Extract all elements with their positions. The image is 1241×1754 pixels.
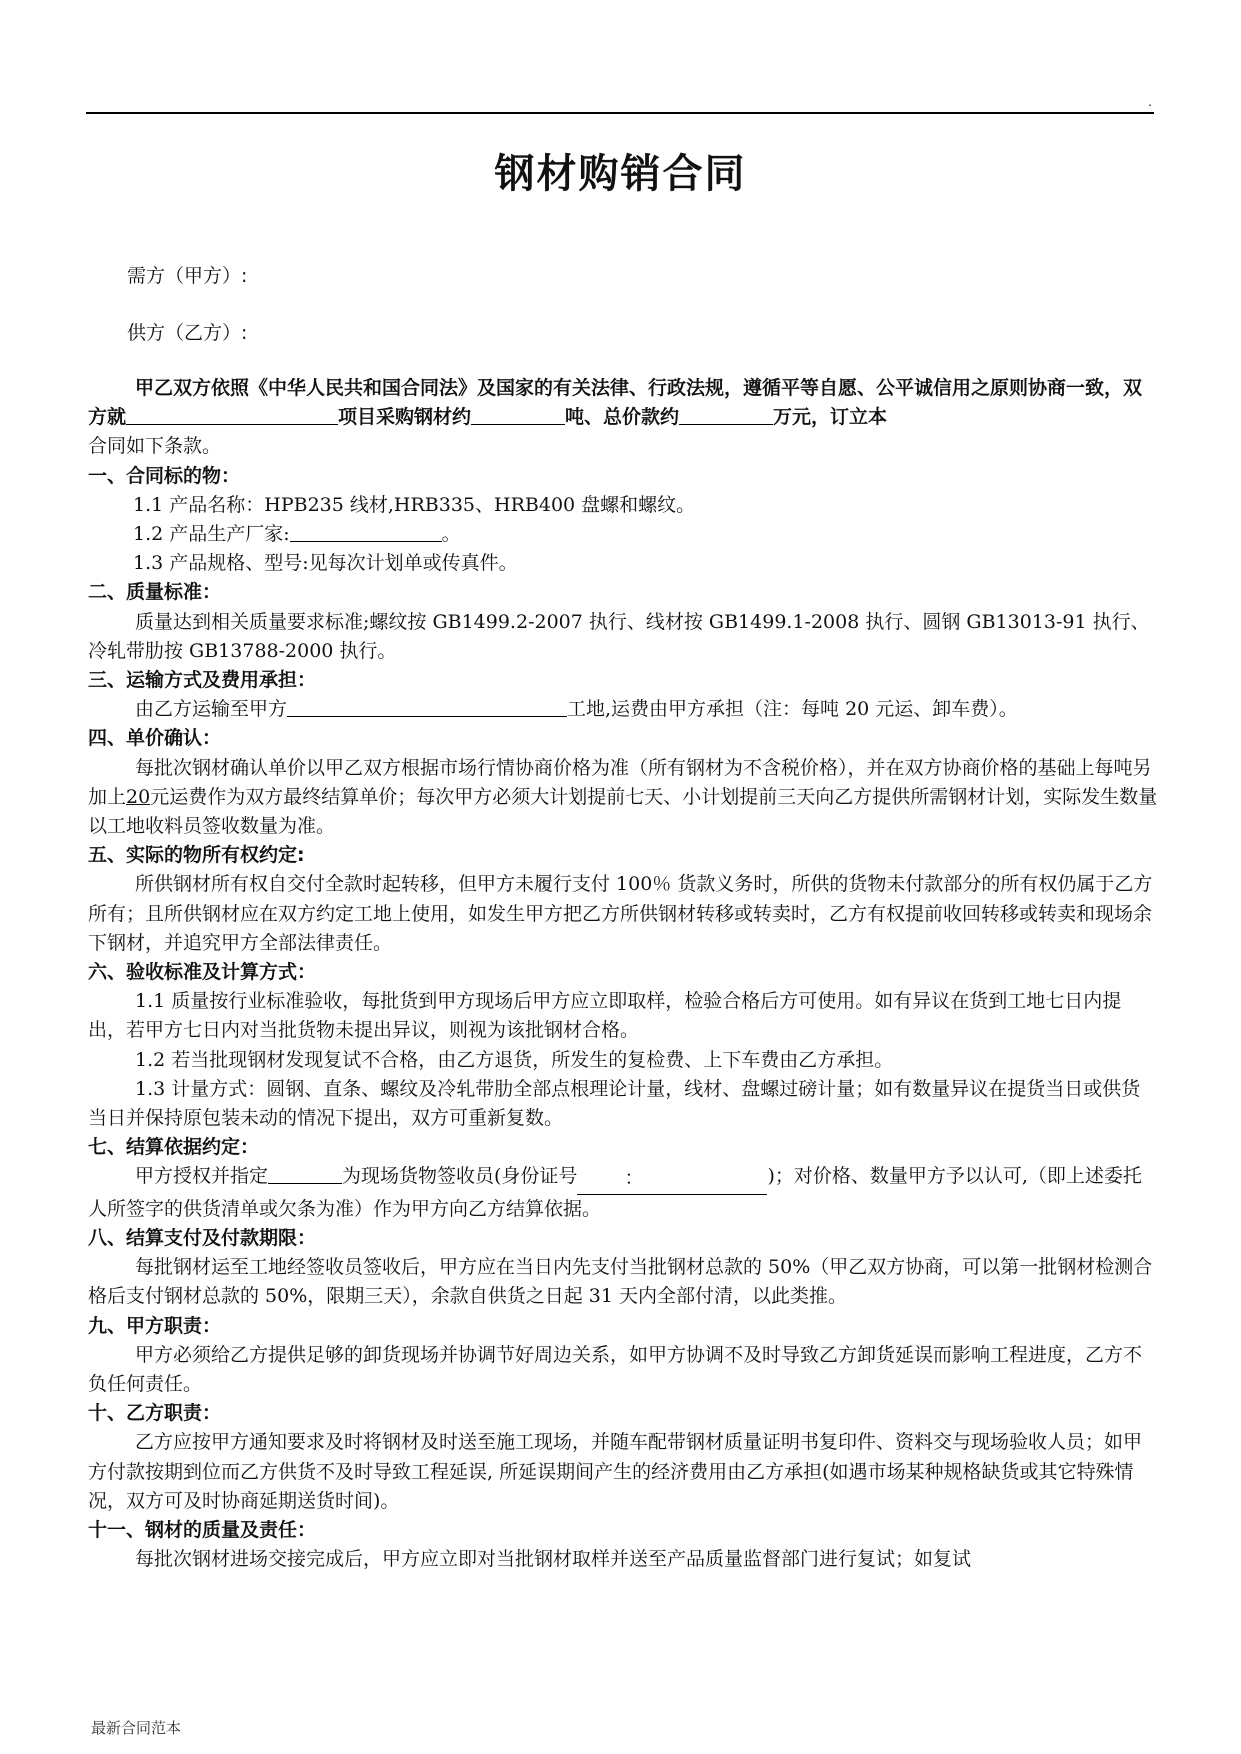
seller-label: 供方（乙方）: bbox=[127, 322, 248, 344]
section-2-heading: 二、质量标准： bbox=[88, 581, 222, 604]
id-number-blank bbox=[577, 1164, 767, 1194]
price-text-a: 每批次钢材确认单价以甲乙双方根据市场行情协商价格为准（所有钢材为不含税价格），并在双方协商价格的基础上每吨另加上 bbox=[88, 756, 1152, 808]
section-3-heading: 三、运输方式及费用承担： bbox=[88, 669, 317, 692]
signer-text-d: )；对价格、数量甲方予以认可,（即上述委托人所签字的供货清单或欠条为准）作为甲方向乙方结算依据。 bbox=[88, 1165, 1142, 1220]
section-11-heading: 十一、钢材的质量及责任： bbox=[88, 1518, 317, 1541]
section-1-item-2 bbox=[88, 520, 1158, 549]
section-1-item-1: 1.1 产品名称：HPB235 线材,HRB335、HRB400 盘螺和螺纹。 bbox=[133, 493, 696, 516]
tonnage-blank bbox=[471, 404, 565, 425]
intro-text-a: 甲乙双方依照《中华人民共和国合同法》及国家的有关法律、行政法规，遵循平等自愿、公平诚信用之原则协商一致，双方就 bbox=[88, 377, 1143, 429]
section-1-item-3: 1.3 产品规格、型号:见每次计划单或传真件。 bbox=[133, 552, 518, 575]
section-11-text: 每批次钢材进场交接完成后，甲方应立即对当批钢材取样并送至产品质量监督部门进行复试；如复试 bbox=[135, 1548, 972, 1571]
intro-text-d: 万元，订立本 bbox=[773, 406, 888, 429]
section-5-heading: 五、实际的物所有权约定: bbox=[88, 844, 305, 867]
buyer-label: 需方（甲方）: bbox=[127, 265, 248, 287]
delivery-text-a: 由乙方运输至甲方 bbox=[135, 698, 288, 721]
section-6-item-3: 1.3 计量方式：圆钢、直条、螺纹及冷轧带肋全部点根理论计量，线材、盘螺过磅计量；如有数量异议在提货当日或供货当日并保持原包装未动的情况下提出，双方可重新复数。 bbox=[88, 1077, 1141, 1130]
contract-body bbox=[88, 374, 1158, 1574]
section-6-item-1: 1.1 质量按行业标准验收，每批货到甲方现场后甲方应立即取样，检验合格后方可使用。如有异议在货到工地七日内提出，若甲方七日内对当批货物未提出异议，则视为该批钢材合格。 bbox=[88, 990, 1122, 1042]
signer-name-blank bbox=[268, 1163, 342, 1184]
section-7-heading: 七、结算依据约定： bbox=[88, 1136, 260, 1159]
section-4-text bbox=[88, 754, 1158, 842]
section-6-heading: 六、验收标准及计算方式： bbox=[88, 961, 317, 984]
section-7-text bbox=[88, 1162, 1158, 1223]
intro-text-c: 吨、总价款约 bbox=[565, 406, 680, 429]
signer-text-b: 为现场货物签收员(身份证号 bbox=[342, 1165, 578, 1188]
manufacturer-label: 1.2 产品生产厂家: bbox=[133, 523, 290, 546]
price-text-b: 元运费作为双方最终结算单价；每次甲方必须大计划提前七天、小计划提前三天向乙方提供所需钢材计划，实际发生数量以工地收料员签收数量为准。 bbox=[88, 785, 1158, 838]
intro-end: 合同如下条款。 bbox=[88, 435, 222, 458]
delivery-text-b: 工地,运费由甲方承担（注：每吨 20 元运、卸车费）。 bbox=[567, 698, 1018, 721]
section-6-item-2: 1.2 若当批现钢材发现复试不合格，由乙方退货，所发生的复检费、上下车费由乙方承担。 bbox=[135, 1048, 894, 1071]
section-10-heading: 十、乙方职责： bbox=[88, 1402, 222, 1425]
section-9-heading: 九、甲方职责： bbox=[88, 1314, 222, 1337]
section-10-text: 乙方应按甲方通知要求及时将钢材及时送至施工现场，并随车配带钢材质量证明书复印件、资料交与现场验收人员；如甲方付款按期到位而乙方供货不及时导致工程延误, 所延误期间产生的经济费用由乙方承担(如遇市场某种规格缺货或其它特殊情况，双方可及时协商延期送货时间)。 bbox=[88, 1431, 1143, 1512]
section-1-heading: 一、合同标的物： bbox=[88, 464, 241, 487]
site-name-blank bbox=[287, 696, 567, 717]
header-dot: . bbox=[1148, 95, 1152, 109]
id-colon: ： bbox=[624, 1167, 644, 1190]
section-2-text: 质量达到相关质量要求标准;螺纹按 GB1499.2-2007 执行、线材按 GB1499.1-2008 执行、圆钢 GB13013-91 执行、冷轧带肋按 GB13788-2000 执行。 bbox=[88, 610, 1150, 662]
manufacturer-end: 。 bbox=[441, 523, 461, 546]
section-3-text bbox=[88, 695, 1158, 724]
intro-text-b: 项目采购钢材约 bbox=[338, 406, 472, 429]
section-4-heading: 四、单价确认： bbox=[88, 727, 222, 750]
intro-paragraph bbox=[88, 374, 1158, 432]
section-5-text: 所供钢材所有权自交付全款时起转移，但甲方未履行支付 100％ 货款义务时，所供的货物未付款部分的所有权仍属于乙方所有；且所供钢材应在双方约定工地上使用，如发生甲方把乙方所供钢材转移或转卖时，乙方有权提前收回转移或转卖和现场余下钢材，并追究甲方全部法律责任。 bbox=[88, 873, 1153, 954]
total-price-blank bbox=[679, 404, 773, 425]
document-title: 钢材购销合同 bbox=[494, 151, 747, 197]
manufacturer-blank bbox=[290, 521, 442, 542]
section-9-text: 甲方必须给乙方提供足够的卸货现场并协调节好周边关系，如甲方协调不及时导致乙方卸货延误而影响工程进度，乙方不负任何责任。 bbox=[88, 1343, 1143, 1395]
section-8-heading: 八、结算支付及付款期限： bbox=[88, 1226, 317, 1249]
project-name-blank bbox=[126, 404, 338, 425]
header-rule bbox=[86, 112, 1154, 114]
section-8-text: 每批钢材运至工地经签收员签收后，甲方应在当日内先支付当批钢材总款的 50%（甲乙双方协商，可以第一批钢材检测合格后支付钢材总款的 50%，限期三天），余款自供货之日起 31 天内全部付清，以此类推。 bbox=[88, 1256, 1153, 1308]
freight-amount: 20 bbox=[126, 785, 151, 808]
page-footer: 最新合同范本 bbox=[91, 1719, 182, 1737]
signer-text-a: 甲方授权并指定 bbox=[135, 1165, 269, 1188]
